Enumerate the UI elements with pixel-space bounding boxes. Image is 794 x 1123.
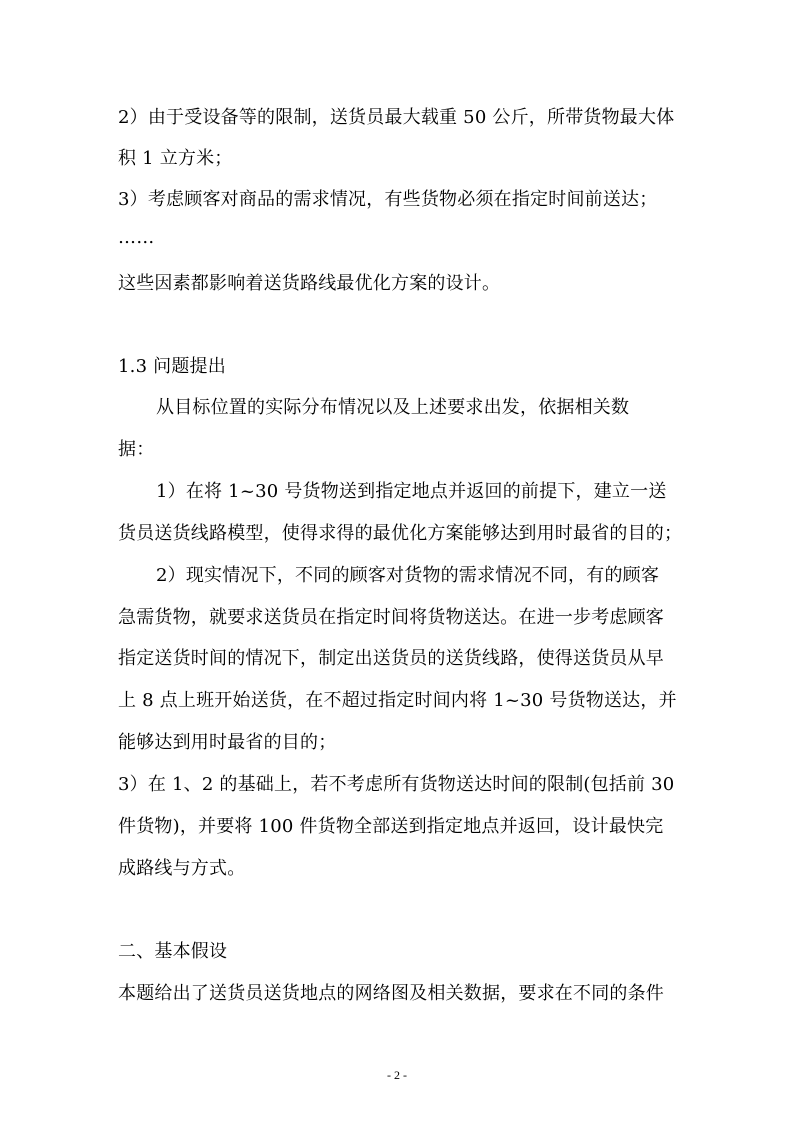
page-number: - 2 - bbox=[387, 1068, 407, 1082]
constraint-item-2-continued: 积 1 立方米； bbox=[118, 148, 233, 169]
question-2-line-5: 能够达到用时最省的目的； bbox=[118, 732, 337, 753]
question-2: 2）现实情况下，不同的顾客对货物的需求情况不同，有的顾客 bbox=[156, 565, 660, 586]
section-heading-1-3: 1.3 问题提出 bbox=[118, 356, 226, 377]
constraint-item-2: 2）由于受设备等的限制，送货员最大载重 50 公斤，所带货物最大体 bbox=[118, 107, 675, 128]
assumptions-paragraph: 本题给出了送货员送货地点的网络图及相关数据，要求在不同的条件 bbox=[118, 983, 664, 1004]
question-1-continued: 货员送货线路模型，使得求得的最优化方案能够达到用时最省的目的； bbox=[118, 523, 683, 544]
question-2-line-3: 指定送货时间的情况下，制定出送货员的送货线路，使得送货员从早 bbox=[118, 648, 664, 669]
section-heading-assumptions: 二、基本假设 bbox=[118, 941, 228, 962]
question-1: 1）在将 1~30 号货物送到指定地点并返回的前提下，建立一送 bbox=[156, 481, 667, 502]
question-2-line-2: 急需货物，就要求送货员在指定时间将货物送达。在进一步考虑顾客 bbox=[118, 607, 664, 628]
problem-intro-continued: 据： bbox=[118, 439, 155, 460]
ellipsis: …… bbox=[118, 227, 155, 248]
question-3: 3）在 1、2 的基础上，若不考虑所有货物送达时间的限制(包括前 30 bbox=[118, 774, 675, 795]
constraint-item-3: 3）考虑顾客对商品的需求情况，有些货物必须在指定时间前送达； bbox=[118, 189, 658, 210]
factors-summary: 这些因素都影响着送货路线最优化方案的设计。 bbox=[118, 273, 501, 294]
question-3-line-3: 成路线与方式。 bbox=[118, 858, 246, 879]
question-2-line-4: 上 8 点上班开始送货，在不超过指定时间内将 1~30 号货物送达，并 bbox=[118, 690, 677, 711]
question-3-line-2: 件货物)，并要将 100 件货物全部送到指定地点并返回，设计最快完 bbox=[118, 816, 664, 837]
problem-intro: 从目标位置的实际分布情况以及上述要求出发，依据相关数 bbox=[156, 397, 630, 418]
